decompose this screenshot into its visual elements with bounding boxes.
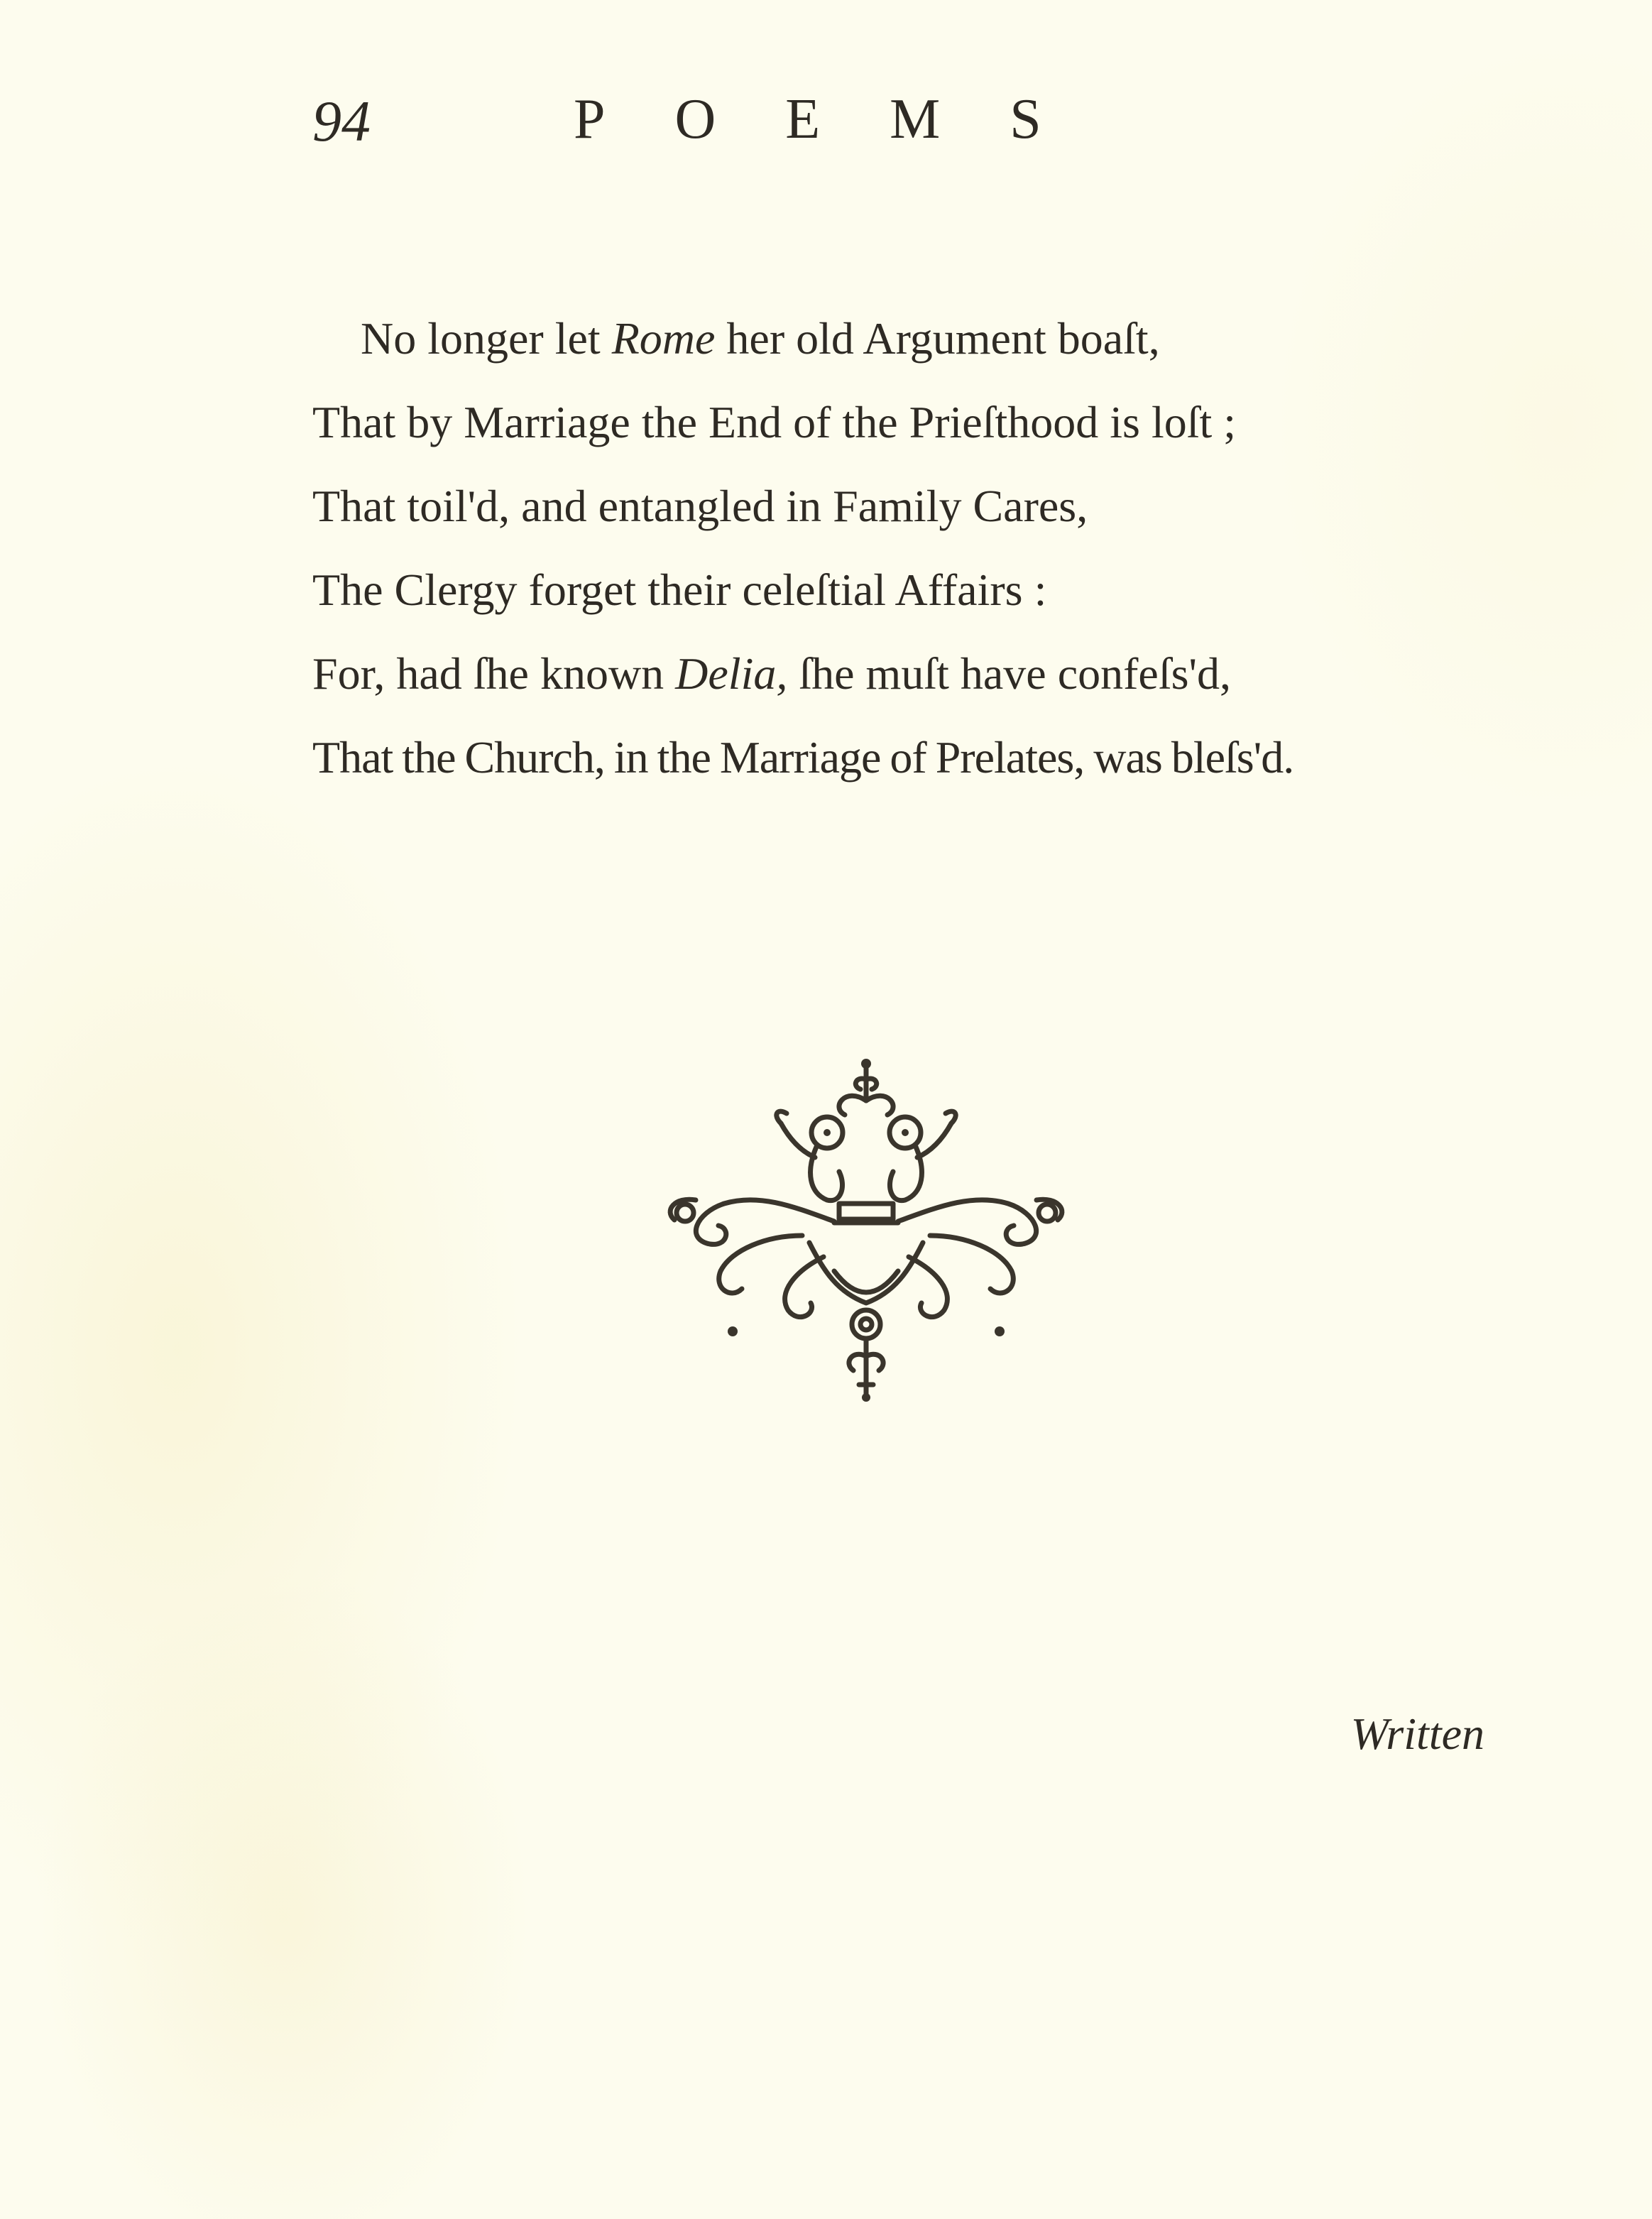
poem-line-1-italic: Rome [611,313,716,364]
poem-line-1 [312,297,1519,381]
poem-line-5-end: ſhe muſt have confeſs'd, [787,648,1232,699]
poem-line-5-start: For, had ſhe known [312,648,676,699]
printers-ornament-icon [653,1058,1079,1406]
poem-line-1-start: No longer let [361,313,612,364]
poem-line-3: That toil'd, and entangled in Family Cares, [312,481,1088,531]
poem-line-5 [312,632,1519,716]
page-number: 94 [312,89,371,153]
catchword: Written [1350,1708,1484,1759]
running-head: POEMS [574,88,1111,151]
poem-line-5-italic: Delia, [675,648,788,699]
poem-line-6: That the Church, in the Marriage of Prelates, was bleſs'd. [312,732,1294,783]
poem-line-4: The Clergy forget their celeſtial Affairs : [312,565,1047,615]
poem-line-1-end: her old Argument boaſt, [715,313,1160,364]
poem-line-2: That by Marriage the End of the Prieſthood is loſt ; [312,397,1237,447]
poem-stanza [312,297,1519,800]
